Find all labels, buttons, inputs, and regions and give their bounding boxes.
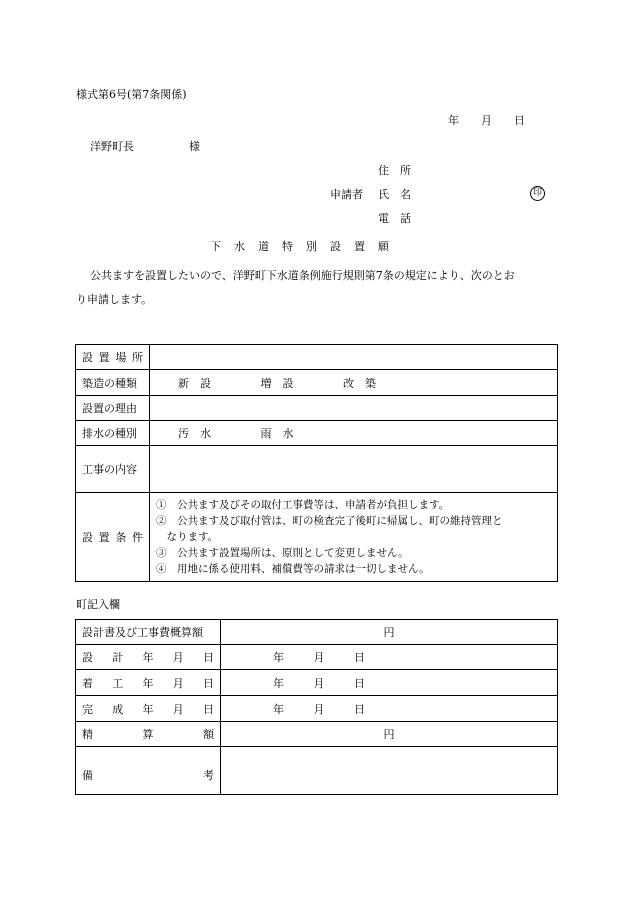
reason-value[interactable] [150, 396, 558, 421]
drainage-label: 排水の種別 [76, 421, 150, 446]
application-table [75, 344, 558, 582]
name-label: 氏 名 [378, 188, 411, 201]
construction-row [76, 370, 558, 396]
applicant-label: 申請者 [330, 188, 363, 201]
office-heading: 町記入欄 [76, 598, 120, 611]
start-date-value[interactable]: 年 月 日 [221, 670, 558, 696]
option-rainwater[interactable]: 雨 水 [260, 427, 294, 440]
phone-label: 電 話 [378, 212, 411, 225]
drainage-options [150, 421, 558, 446]
design-date-value[interactable]: 年 月 日 [221, 645, 558, 670]
conditions-label: 設 置 条 件 [76, 493, 150, 582]
design-date-label: 設 計 年 月 日 [76, 645, 221, 670]
complete-date-row [76, 696, 558, 722]
conditions-list [150, 493, 558, 582]
drainage-row [76, 421, 558, 446]
address-label: 住 所 [378, 164, 411, 177]
location-label: 設 置 場 所 [76, 345, 150, 370]
remarks-row [76, 747, 558, 795]
condition-3: ③ 公共ます設置場所は、原則として変更しません。 [156, 547, 409, 559]
office-table [75, 619, 558, 795]
condition-2: ② 公共ます及び取付管は、町の検査完了後町に帰属し、町の維持管理と [156, 515, 503, 527]
remarks-value[interactable] [221, 747, 558, 795]
reason-row [76, 396, 558, 421]
remarks-label: 備 考 [76, 747, 221, 795]
yen-unit: 円 [383, 728, 395, 741]
settlement-value[interactable] [221, 722, 558, 747]
yen-unit: 円 [383, 626, 395, 639]
work-label: 工事の内容 [76, 446, 150, 493]
body-line-2: り申請します。 [76, 293, 153, 306]
option-expand[interactable]: 増 設 [260, 376, 294, 390]
condition-4: ④ 用地に係る使用料、補償費等の請求は一切しません。 [156, 563, 430, 575]
condition-2-cont: なります。 [156, 531, 219, 543]
estimate-row [76, 620, 558, 645]
option-rebuild[interactable]: 改 築 [343, 376, 376, 390]
estimate-value[interactable] [221, 620, 558, 645]
work-row [76, 446, 558, 493]
start-date-row [76, 670, 558, 696]
construction-label: 築造の種類 [76, 370, 150, 396]
design-date-row [76, 645, 558, 670]
condition-1: ① 公共ます及びその取付工事費等は、申請者が負担します。 [156, 499, 450, 511]
work-value[interactable] [150, 446, 558, 493]
date-line: 年 月 日 [448, 114, 525, 127]
option-sewage[interactable]: 汚 水 [178, 427, 211, 440]
complete-date-label: 完 成 年 月 日 [76, 696, 221, 722]
construction-options [150, 370, 558, 396]
location-value[interactable] [150, 345, 558, 370]
complete-date-value[interactable]: 年 月 日 [221, 696, 558, 722]
form-number: 様式第6号(第7条関係) [76, 88, 187, 101]
addressee: 洋野町長 様 [90, 140, 200, 153]
option-new[interactable]: 新 設 [178, 376, 211, 390]
body-line-1: 公共ますを設置したいので、洋野町下水道条例施行規則第7条の規定により、次のとお [90, 269, 515, 282]
estimate-label: 設計書及び工事費概算額 [76, 620, 221, 645]
conditions-row [76, 493, 558, 582]
seal-mark [530, 185, 545, 201]
seal-icon: 印 [530, 186, 545, 201]
settlement-row [76, 722, 558, 747]
reason-label: 設置の理由 [76, 396, 150, 421]
location-row [76, 345, 558, 370]
start-date-label: 着 工 年 月 日 [76, 670, 221, 696]
settlement-label: 精 算 額 [76, 722, 221, 747]
document-title: 下 水 道 特 別 設 置 願 [210, 240, 390, 253]
